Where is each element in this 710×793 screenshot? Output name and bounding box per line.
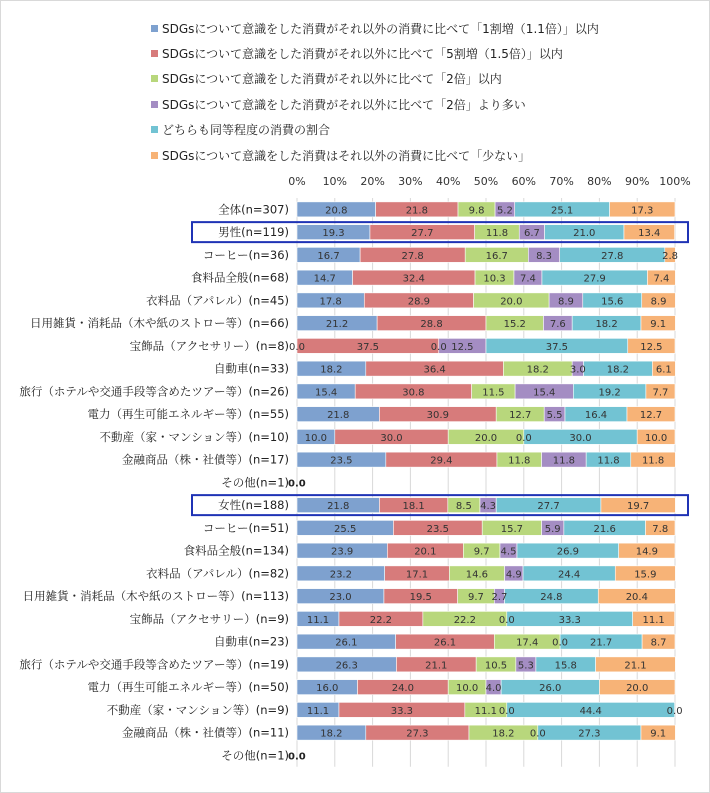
data-label: 14.7 <box>313 273 336 285</box>
data-label: 11.1 <box>474 705 497 717</box>
data-label: 33.3 <box>558 614 581 626</box>
data-label: 5.5 <box>546 410 563 422</box>
x-tick-label: 20% <box>360 175 385 188</box>
data-label: 26.1 <box>433 637 457 649</box>
data-label: 9.7 <box>473 546 490 558</box>
category-label: 電力（再生可能エネルギー等）(n=50) <box>87 680 289 695</box>
category-label: その他(n=1) <box>221 748 289 763</box>
data-label: 0.0 <box>666 705 683 717</box>
data-label: 8.9 <box>650 296 667 308</box>
data-label: 18.2 <box>526 364 549 376</box>
category-label: コーヒー(n=51) <box>202 520 289 535</box>
legend-label-2: SDGsについて意識をした消費がそれ以外に比べて「5割増（1.5倍）」以内 <box>162 47 563 61</box>
data-label: 19.3 <box>322 228 345 240</box>
data-label: 8.9 <box>557 296 574 308</box>
legend-label-3: SDGsについて意識をした消費がそれ以外に比べて「2倍」以内 <box>162 72 502 86</box>
category-label: 宝飾品（アクセサリー）(n=8) <box>129 338 289 353</box>
category-label: その他(n=1) <box>221 475 289 490</box>
data-label: 30.0 <box>569 432 592 444</box>
category-label: 自動車(n=23) <box>213 634 289 649</box>
category-label: 不動産（家・マンション等）(n=10) <box>99 429 289 444</box>
data-label: 12.5 <box>451 341 474 353</box>
data-label: 21.7 <box>589 637 613 649</box>
data-label: 16.0 <box>316 683 339 695</box>
data-label: 32.4 <box>402 273 425 285</box>
category-label: 電力（再生可能エネルギー等）(n=55) <box>87 407 289 422</box>
data-label: 33.3 <box>390 705 414 717</box>
x-tick-label: 80% <box>587 175 612 188</box>
data-label: 28.8 <box>420 319 443 331</box>
data-label: 4.0 <box>485 683 502 695</box>
data-label: 0.0 <box>430 341 447 353</box>
data-label: 18.2 <box>320 364 343 376</box>
data-label: 28.9 <box>407 296 431 308</box>
legend-label-4: SDGsについて意識をした消費がそれ以外に比べて「2倍」より多い <box>162 98 526 112</box>
data-label: 12.5 <box>640 341 663 353</box>
x-tick-label: 40% <box>435 175 461 188</box>
category-label: 日用雑貨・消耗品（木や紙のストロー等）(n=113) <box>22 589 289 604</box>
data-label: 11.8 <box>485 228 509 240</box>
data-label: 4.9 <box>505 569 522 581</box>
data-label: 18.1 <box>402 501 425 513</box>
category-label: 不動産（家・マンション等）(n=9) <box>106 702 289 717</box>
data-label: 19.7 <box>627 501 650 513</box>
data-label: 7.4 <box>653 273 670 285</box>
x-tick-label: 70% <box>549 175 574 188</box>
data-label: 17.8 <box>319 296 342 308</box>
data-label: 10.5 <box>484 660 508 672</box>
data-label: 2.8 <box>662 250 679 262</box>
data-label: 4.3 <box>480 501 497 513</box>
data-label: 11.8 <box>508 455 531 467</box>
data-label: 27.9 <box>583 273 606 285</box>
category-label: 金融商品（株・社債等）(n=11) <box>121 725 289 740</box>
data-label: 23.5 <box>330 455 353 467</box>
data-label: 22.2 <box>369 614 393 626</box>
data-label: 24.0 <box>391 683 414 695</box>
category-label: 日用雑貨・消耗品（木や紙のストロー等）(n=66) <box>29 316 289 331</box>
data-label: 17.4 <box>516 637 539 649</box>
data-label: 24.4 <box>558 569 581 581</box>
data-label: 44.4 <box>579 705 602 717</box>
data-label: 20.0 <box>474 432 498 444</box>
data-label: 13.4 <box>638 228 661 240</box>
data-label: 26.0 <box>539 683 562 695</box>
data-label: 18.2 <box>320 728 343 740</box>
data-label: 23.5 <box>426 523 449 535</box>
data-label: 6.7 <box>523 228 540 240</box>
x-tick-label: 60% <box>511 175 537 188</box>
data-label: 14.6 <box>465 569 489 581</box>
data-label: 0.0 <box>288 478 306 490</box>
category-label: 全体(n=307) <box>218 202 289 217</box>
data-label: 0.0 <box>498 705 515 717</box>
legend-label-1: SDGsについて意識をした消費がそれ以外の消費に比べて「1割増（1.1倍）」以内 <box>162 22 599 36</box>
data-label: 0.0 <box>529 728 546 740</box>
data-label: 26.1 <box>335 637 358 649</box>
data-label: 2.7 <box>491 592 508 604</box>
data-label: 21.8 <box>327 501 350 513</box>
data-label: 23.2 <box>329 569 352 581</box>
data-label: 21.1 <box>425 660 448 672</box>
category-label: 宝飾品（アクセサリー）(n=9) <box>129 611 289 626</box>
data-label: 10.0 <box>455 683 479 695</box>
data-label: 14.9 <box>635 546 658 558</box>
data-label: 20.8 <box>325 205 348 217</box>
data-label: 20.1 <box>414 546 437 558</box>
category-label: 女性(n=188) <box>218 498 289 513</box>
data-label: 29.4 <box>430 455 453 467</box>
data-label: 7.6 <box>549 319 566 331</box>
data-label: 4.5 <box>500 546 517 558</box>
data-label: 11.1 <box>306 614 330 626</box>
data-label: 15.8 <box>554 660 577 672</box>
category-label: 旅行（ホテルや交通手段等含めたツアー等）(n=26) <box>19 384 289 399</box>
data-label: 21.6 <box>593 523 616 535</box>
category-label: 食料品全般(n=134) <box>183 543 289 558</box>
data-label: 5.9 <box>544 523 561 535</box>
data-label: 15.4 <box>533 387 556 399</box>
data-label: 20.4 <box>625 592 648 604</box>
legend-label-5: どちらも同等程度の消費の割合 <box>162 123 331 137</box>
data-label: 15.6 <box>601 296 624 308</box>
data-label: 20.0 <box>626 683 649 695</box>
data-label: 24.8 <box>540 592 563 604</box>
data-label: 27.8 <box>601 250 624 262</box>
category-label: コーヒー(n=36) <box>202 247 289 262</box>
category-label: 衣料品（アパレル）(n=45) <box>146 293 289 308</box>
data-label: 21.2 <box>325 319 349 331</box>
data-label: 21.8 <box>405 205 428 217</box>
data-label: 12.7 <box>509 410 532 422</box>
data-label: 0.0 <box>498 614 515 626</box>
data-label: 9.1 <box>650 319 667 331</box>
data-label: 9.7 <box>468 592 484 604</box>
data-label: 23.9 <box>331 546 354 558</box>
data-label: 16.4 <box>584 410 608 422</box>
data-label: 26.3 <box>335 660 358 672</box>
data-label: 26.9 <box>556 546 579 558</box>
data-label: 17.3 <box>631 205 654 217</box>
x-tick-label: 100% <box>659 175 691 188</box>
data-label: 30.9 <box>426 410 449 422</box>
x-tick-label: 30% <box>398 175 423 188</box>
data-label: 11.8 <box>597 455 620 467</box>
data-label: 15.2 <box>503 319 526 331</box>
data-label: 11.5 <box>482 387 505 399</box>
data-label: 5.2 <box>496 205 513 217</box>
data-label: 10.3 <box>483 273 506 285</box>
data-label: 9.1 <box>650 728 667 740</box>
data-label: 30.0 <box>380 432 403 444</box>
category-label: 旅行（ホテルや交通手段等含めたツアー等）(n=19) <box>19 657 289 672</box>
data-label: 9.8 <box>468 205 485 217</box>
data-label: 11.8 <box>641 455 665 467</box>
legend-label-6: SDGsについて意識をした消費はそれ以外の消費に比べて「少ない」 <box>162 149 531 163</box>
category-label: 自動車(n=33) <box>213 361 289 376</box>
data-label: 18.2 <box>595 319 618 331</box>
data-label: 37.5 <box>545 341 569 353</box>
data-label: 20.0 <box>500 296 523 308</box>
data-label: 11.8 <box>552 455 576 467</box>
data-label: 21.1 <box>624 660 647 672</box>
data-label: 7.7 <box>652 387 669 399</box>
data-label: 27.8 <box>401 250 424 262</box>
data-label: 36.4 <box>423 364 446 376</box>
data-label: 16.7 <box>485 250 508 262</box>
data-label: 15.7 <box>500 523 524 535</box>
data-label: 15.4 <box>314 387 338 399</box>
data-label: 27.3 <box>406 728 429 740</box>
category-label: 男性(n=119) <box>218 225 289 240</box>
data-label: 7.4 <box>520 273 536 285</box>
data-label: 15.9 <box>634 569 657 581</box>
data-label: 30.8 <box>402 387 425 399</box>
data-label: 21.8 <box>327 410 350 422</box>
data-label: 27.3 <box>578 728 601 740</box>
data-label: 16.7 <box>317 250 340 262</box>
data-label: 37.5 <box>356 341 380 353</box>
x-tick-label: 50% <box>473 175 499 188</box>
data-label: 12.7 <box>639 410 663 422</box>
data-label: 23.0 <box>329 592 352 604</box>
data-label: 17.1 <box>405 569 429 581</box>
data-label: 8.7 <box>650 637 667 649</box>
data-label: 10.0 <box>644 432 668 444</box>
data-label: 8.5 <box>455 501 472 513</box>
data-label: 5.3 <box>517 660 534 672</box>
data-label: 0.0 <box>552 637 569 649</box>
data-label: 19.5 <box>409 592 432 604</box>
category-label: 金融商品（株・社債等）(n=17) <box>121 452 289 467</box>
data-label: 6.1 <box>655 364 672 376</box>
data-label: 0.0 <box>289 341 305 353</box>
x-tick-label: 90% <box>624 175 650 188</box>
data-label: 27.7 <box>411 228 434 240</box>
category-label: 食料品全般(n=68) <box>190 270 289 285</box>
data-label: 18.2 <box>492 728 515 740</box>
data-label: 8.3 <box>536 250 552 262</box>
data-label: 3.0 <box>569 364 586 376</box>
data-label: 19.2 <box>598 387 621 399</box>
data-label: 27.7 <box>537 501 560 513</box>
data-label: 21.0 <box>573 228 596 240</box>
x-tick-label: 10% <box>322 175 348 188</box>
data-label: 11.1 <box>642 614 665 626</box>
x-tick-label: 0% <box>288 175 306 188</box>
data-label: 10.0 <box>304 432 328 444</box>
category-label: 衣料品（アパレル）(n=82) <box>146 566 289 581</box>
data-label: 0.0 <box>288 751 306 763</box>
data-label: 25.1 <box>551 205 574 217</box>
data-label: 7.8 <box>652 523 669 535</box>
data-label: 22.2 <box>453 614 476 626</box>
data-label: 11.1 <box>306 705 330 717</box>
data-label: 25.5 <box>334 523 357 535</box>
data-label: 18.2 <box>606 364 630 376</box>
data-label: 0.0 <box>515 432 532 444</box>
